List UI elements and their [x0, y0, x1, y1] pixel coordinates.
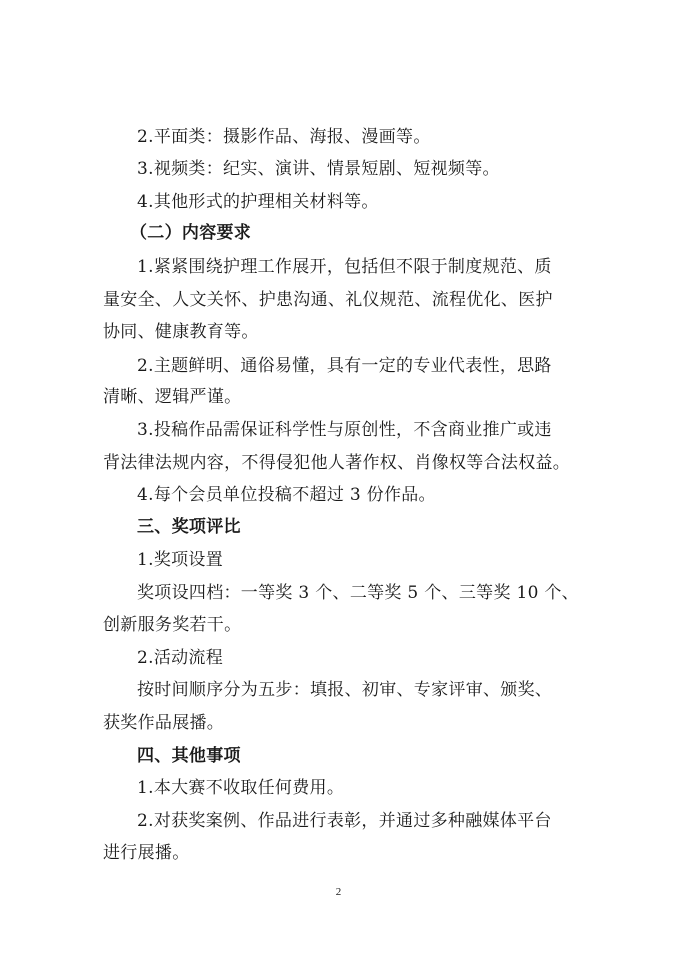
text-line: 4.每个会员单位投稿不超过 3 份作品。: [137, 485, 436, 505]
text-line: 3.投稿作品需保证科学性与原创性，不含商业推广或违: [137, 420, 552, 440]
text-line: 2.平面类：摄影作品、海报、漫画等。: [137, 127, 431, 147]
text-line: 2.活动流程: [137, 648, 224, 668]
text-line: 清晰、逻辑严谨。: [103, 387, 242, 407]
text-line: 4.其他形式的护理相关材料等。: [137, 192, 379, 212]
text-line: 创新服务奖若干。: [103, 615, 242, 635]
text-line: 2.主题鲜明、通俗易懂，具有一定的专业代表性，思路: [137, 356, 552, 376]
text-line: 2.对获奖案例、作品进行表彰，并通过多种融媒体平台: [137, 811, 552, 831]
section-heading: 四、其他事项: [137, 746, 241, 766]
text-line: 1.本大赛不收取任何费用。: [137, 778, 345, 798]
text-line: 量安全、人文关怀、护患沟通、礼仪规范、流程优化、医护: [103, 290, 553, 310]
page-number: 2: [335, 886, 342, 898]
text-line: 1.奖项设置: [137, 550, 224, 570]
section-heading: 三、奖项评比: [137, 517, 241, 537]
section-subheading: （二）内容要求: [130, 223, 252, 243]
text-line: 奖项设四档：一等奖 3 个、二等奖 5 个、三等奖 10 个、: [137, 583, 579, 603]
text-line: 协同、健康教育等。: [103, 322, 259, 342]
text-line: 1.紧紧围绕护理工作展开，包括但不限于制度规范、质: [137, 257, 552, 277]
text-line: 背法律法规内容，不得侵犯他人著作权、肖像权等合法权益。: [103, 453, 571, 473]
text-line: 3.视频类：纪实、演讲、情景短剧、短视频等。: [137, 159, 500, 179]
text-line: 获奖作品展播。: [103, 713, 225, 733]
text-line: 进行展播。: [103, 843, 190, 863]
text-line: 按时间顺序分为五步：填报、初审、专家评审、颁奖、: [137, 680, 553, 700]
